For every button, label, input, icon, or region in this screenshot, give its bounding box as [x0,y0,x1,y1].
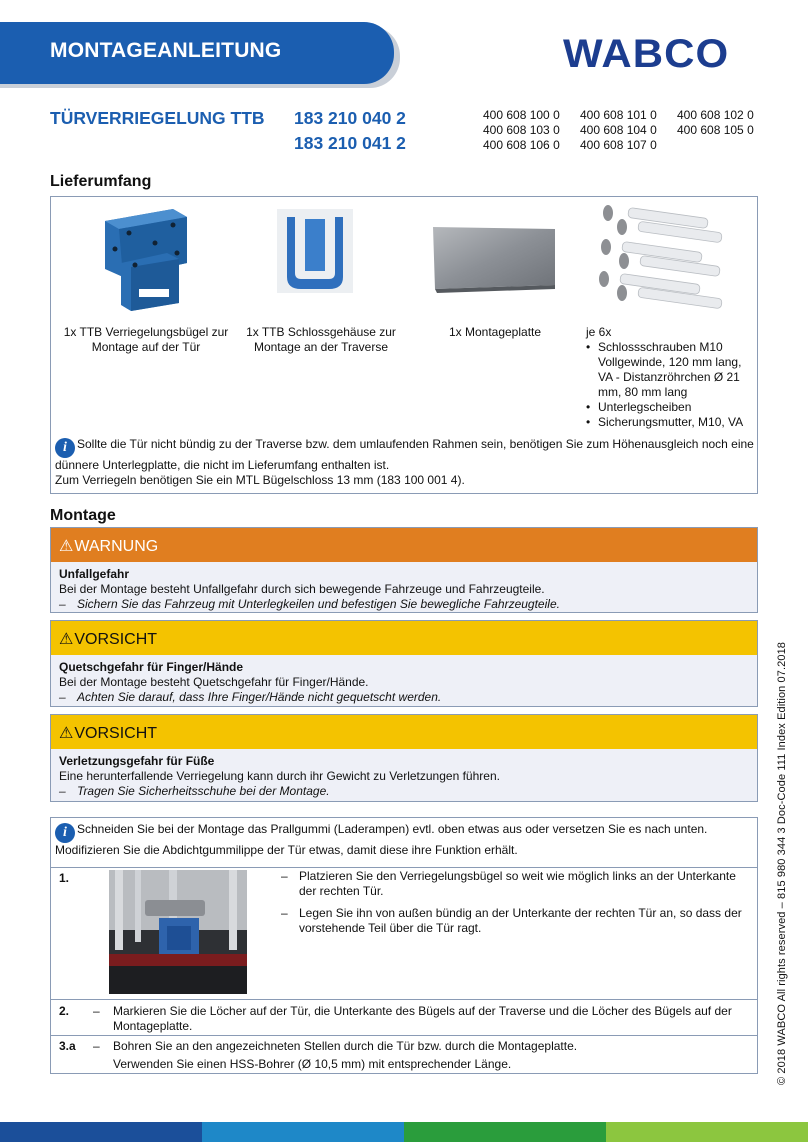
info-note-lock: Zum Verriegeln benötigen Sie ein MTL Bügelschloss 13 mm (183 100 001 4). [55,473,465,487]
hazard-action: Tragen Sie Sicherheitsschuhe bei der Montage. [77,784,330,798]
part-number: 400 608 105 0 [677,123,754,137]
footer-segment [0,1122,202,1142]
scope-item-caption: 1x Montageplatte [448,325,542,339]
bullet-mark: • [586,340,591,354]
scope-heading: Lieferumfang [50,173,152,190]
part-number: 400 608 102 0 [677,108,754,122]
wabco-logo: WABCO [563,32,730,76]
bolt-description [586,325,758,430]
part-number: 400 608 106 0 [483,138,560,152]
document-type-banner: MONTAGEANLEITUNG [0,22,394,84]
part-number: 400 608 107 0 [580,138,657,152]
dash-mark: – [59,784,66,798]
hazard-action: Achten Sie darauf, dass Ihre Finger/Hände nicht gequetscht werden. [77,690,442,704]
divider [51,1035,757,1036]
part-number: 400 608 101 0 [580,108,657,122]
scope-item-caption: 1x TTB Schlossgehäuse zur Montage an der Traverse [246,325,396,354]
scope-info-note [55,437,755,488]
step-number: 2. [59,1004,70,1018]
part-number-list [483,108,773,152]
info-note-text: Sollte die Tür nicht bündig zu der Traverse bzw. dem umlaufenden Rahmen sein, benötigen Sie zum Höhenausgleich noch eine dünnere Unterlegplatte, die nicht im Lieferumfang enthalten ist. [55,437,754,472]
caution-label: VORSICHT [74,631,158,648]
divider [51,867,757,868]
scope-item-mounting-plate [405,197,585,377]
bolt-bullet: Sicherungsmutter, M10, VA [598,415,744,429]
part-number: 400 608 100 0 [483,108,560,122]
steps-intro-text: Schneiden Sie bei der Montage das Prallgummi (Laderampen) evtl. oben etwas aus oder versetzen Sie es nach unten. Modifizieren Sie die Abdichtgummilippe der Tür etwas, damit diese ihre Funktion erhält. [55,822,708,857]
step-text: Legen Sie ihn von außen bündig an der Unterkante der rechten Tür an, so dass der vorstehende Teil über die Tür ragt. [299,906,742,935]
dash-mark: – [281,869,288,883]
product-title: TÜRVERRIEGELUNG TTB [50,108,265,128]
product-number-1: 183 210 040 2 [294,108,406,128]
footer-segment [606,1122,808,1142]
info-icon: i [55,823,75,843]
footer-segment [202,1122,404,1142]
caution-header [51,621,757,655]
hazard-text: Bei der Montage besteht Quetschgefahr für Finger/Hände. [59,675,369,689]
dash-mark: – [59,597,66,611]
montage-heading: Montage [50,507,116,524]
part-number: 400 608 104 0 [580,123,657,137]
bolt-bullet: Unterlegscheiben [598,400,692,414]
warning-box [50,527,758,613]
step-text: Markieren Sie die Löcher auf der Tür, die Unterkante des Bügels auf der Traverse und die Löcher des Bügels auf der Montageplatte. [113,1004,732,1033]
warning-triangle-icon: ⚠ [59,538,74,555]
step-text: Bohren Sie an den angezeichneten Stellen durch die Tür bzw. durch die Montageplatte. [113,1039,578,1053]
step-text: Platzieren Sie den Verriegelungsbügel so weit wie möglich links an der Unterkante der rechten Tür. [299,869,736,898]
bolts-image [598,205,748,309]
bolt-bullet: Schlossschrauben M10 Vollgewinde, 120 mm lang, VA - Distanzröhrchen Ø 21 mm, 80 mm lang [598,340,742,399]
hazard-text: Eine herunterfallende Verriegelung kann durch ihr Gewicht zu Verletzungen führen. [59,769,500,783]
info-icon: i [55,438,75,458]
step-number: 3.a [59,1039,76,1053]
dash-mark: – [93,1039,100,1053]
steps-info-note [55,822,755,858]
scope-of-delivery-box [50,196,758,494]
hazard-title: Quetschgefahr für Finger/Hände [59,660,244,674]
bolt-intro: je 6x [586,325,612,339]
scope-item-bracket [55,197,237,377]
caution-box-hands [50,620,758,707]
warning-triangle-icon: ⚠ [59,631,74,648]
bullet-mark: • [586,400,591,414]
scope-item-caption: 1x TTB Verriegelungsbügel zur Montage auf der Tür [63,325,229,354]
locking-bracket-image [95,203,195,315]
footer-color-bar [0,1122,808,1142]
warning-triangle-icon: ⚠ [59,725,74,742]
lock-housing-image [277,209,353,293]
step-1-photo [109,870,247,994]
scope-item-lock-housing [237,197,405,377]
dash-mark: – [93,1004,100,1018]
mounting-plate-image [431,223,557,293]
scope-item-bolts [586,197,758,427]
divider [51,999,757,1000]
step-text: Verwenden Sie einen HSS-Bohrer (Ø 10,5 mm) mit entsprechender Länge. [113,1057,512,1071]
warning-header [51,528,757,562]
bullet-mark: • [586,415,591,429]
hazard-title: Unfallgefahr [59,567,130,581]
footer-segment [404,1122,606,1142]
part-number: 400 608 103 0 [483,123,560,137]
hazard-title: Verletzungsgefahr für Füße [59,754,215,768]
caution-label: VORSICHT [74,725,158,742]
dash-mark: – [59,690,66,704]
product-number-2: 183 210 041 2 [294,133,406,153]
warning-label: WARNUNG [74,538,159,555]
hazard-text: Bei der Montage besteht Unfallgefahr durch sich bewegende Fahrzeuge und Fahrzeugteile. [59,582,545,596]
step-number: 1. [59,871,70,885]
copyright-sidebar: © 2018 WABCO All rights reserved – 815 980 344 3 Doc-Code 111 Index Edition 07.2018 [776,641,788,1085]
installation-steps-box [50,817,758,1074]
caution-box-feet [50,714,758,802]
caution-header [51,715,757,749]
dash-mark: – [281,906,288,920]
hazard-action: Sichern Sie das Fahrzeug mit Unterlegkeilen und befestigen Sie bewegliche Fahrzeugteile. [77,597,560,611]
